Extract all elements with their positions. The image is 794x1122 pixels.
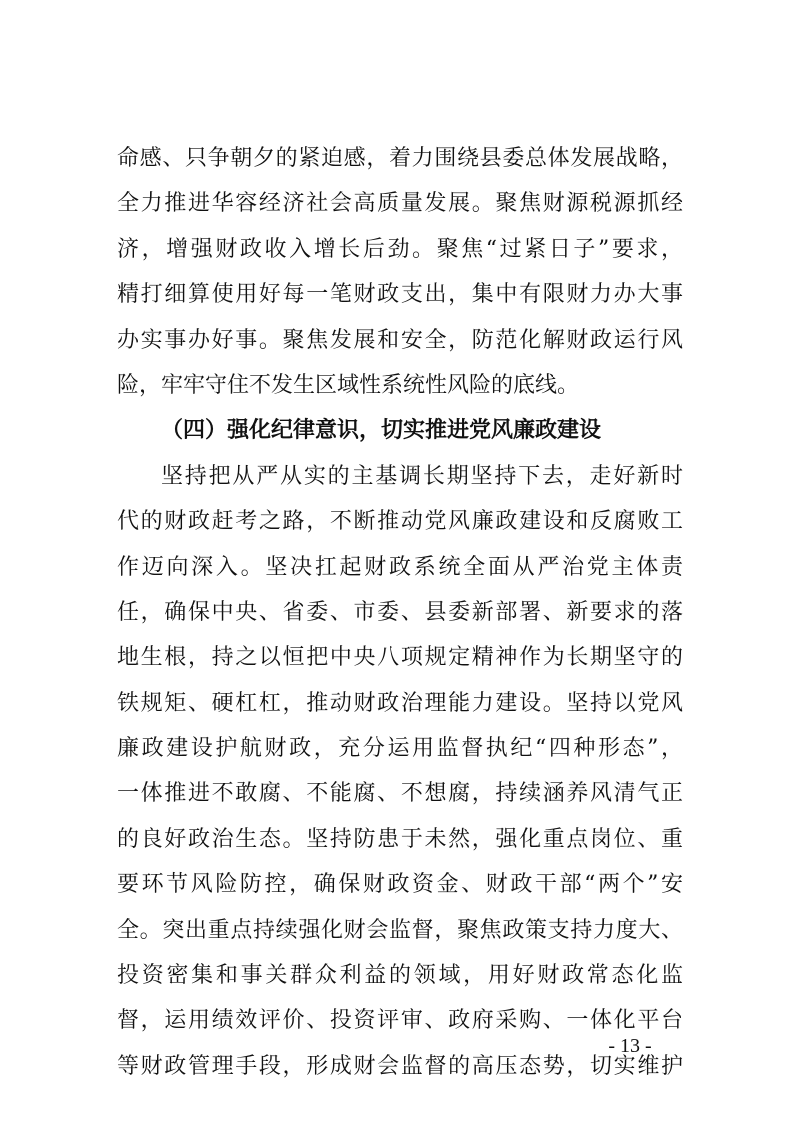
- paragraph-line: 地生根，持之以恒把中央八项规定精神作为长期坚守的: [117, 645, 683, 671]
- paragraph-line: 等财政管理手段，形成财会监督的高压态势，切实维护: [117, 1053, 683, 1079]
- paragraph-line: 命感、只争朝夕的紧迫感，着力围绕县委总体发展战略，: [117, 146, 683, 171]
- paragraph-line: 督，运用绩效评价、投资评审、政府采购、一体化平台: [117, 1008, 683, 1034]
- paragraph-line: 一体推进不敢腐、不能腐、不想腐，持续涵养风清气正: [117, 781, 683, 807]
- paragraph-line: 作迈向深入。坚决扛起财政系统全面从严治党主体责: [117, 554, 683, 580]
- paragraph-line: 廉政建设护航财政，充分运用监督执纪“四种形态”，: [117, 736, 683, 762]
- section-heading: （四）强化纪律意识，切实推进党风廉政建设: [161, 418, 602, 444]
- paragraph-line: 全力推进华容经济社会高质量发展。聚焦财源税源抓经: [117, 191, 683, 217]
- body-text: [117, 136, 683, 1089]
- paragraph-line: 险，牢牢守住不发生区域性系统性风险的底线。: [117, 372, 580, 398]
- paragraph-line: 投资密集和事关群众利益的领域，用好财政常态化监: [117, 963, 683, 989]
- paragraph-line: 铁规矩、硬杠杠，推动财政治理能力建设。坚持以党风: [117, 690, 683, 716]
- page-number: - 13 -: [608, 1035, 652, 1057]
- paragraph-line: 济，增强财政收入增长后劲。聚焦“过紧日子”要求，: [117, 236, 683, 262]
- paragraph-line: 代的财政赶考之路，不断推动党风廉政建设和反腐败工: [117, 509, 683, 535]
- paragraph-line: 办实事办好事。聚焦发展和安全，防范化解财政运行风: [117, 327, 683, 353]
- paragraph-line: 坚持把从严从实的主基调长期坚持下去，走好新时: [161, 463, 683, 489]
- paragraph-line: 要环节风险防控，确保财政资金、财政干部“两个”安: [117, 872, 683, 898]
- paragraph-line: 精打细算使用好每一笔财政支出，集中有限财力办大事: [117, 282, 683, 308]
- paragraph-line: 的良好政治生态。坚持防患于未然，强化重点岗位、重: [117, 826, 683, 852]
- paragraph-line: 全。突出重点持续强化财会监督，聚焦政策支持力度大、: [117, 917, 683, 943]
- paragraph-line: 任，确保中央、省委、市委、县委新部署、新要求的落: [117, 599, 683, 625]
